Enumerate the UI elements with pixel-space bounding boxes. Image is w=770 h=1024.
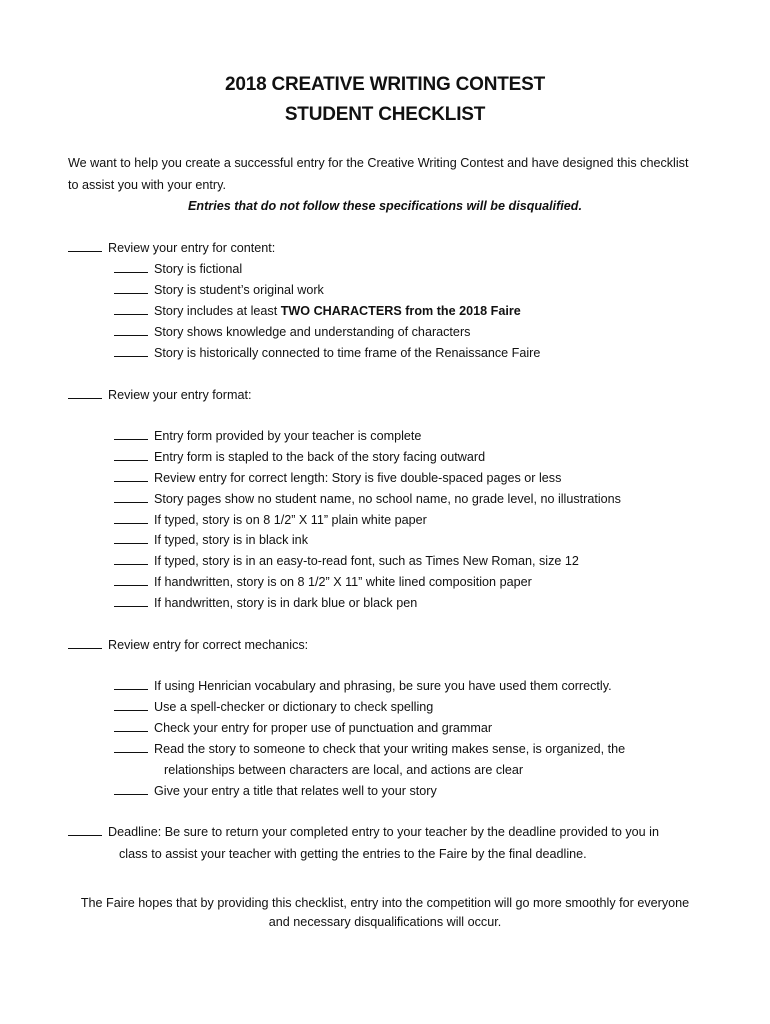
mechanics-section-heading: Review entry for correct mechanics:: [68, 637, 308, 653]
list-item: If handwritten, story is in dark blue or black pen: [114, 595, 417, 611]
checkbox-blank[interactable]: [114, 553, 148, 565]
list-item: If typed, story is on 8 1/2” X 11” plain white paper: [114, 512, 427, 528]
checkbox-blank[interactable]: [68, 824, 102, 836]
checkbox-blank[interactable]: [114, 720, 148, 732]
deadline-continuation: class to assist your teacher with getting the entries to the Faire by the final deadline.: [119, 847, 587, 861]
checkbox-blank[interactable]: [114, 324, 148, 336]
list-item: Story shows knowledge and understanding of characters: [114, 324, 470, 340]
closing-line-1: The Faire hopes that by providing this checklist, entry into the competition will go more smoothly for everyone: [80, 896, 690, 910]
checkbox-blank[interactable]: [114, 345, 148, 357]
list-item: Entry form provided by your teacher is complete: [114, 428, 421, 444]
checkbox-blank[interactable]: [114, 595, 148, 607]
checkbox-blank[interactable]: [114, 532, 148, 544]
list-item: Story is student’s original work: [114, 282, 324, 298]
list-item: Entry form is stapled to the back of the story facing outward: [114, 449, 485, 465]
checkbox-blank[interactable]: [68, 637, 102, 649]
checkbox-blank[interactable]: [114, 512, 148, 524]
page-title: 2018 CREATIVE WRITING CONTEST: [224, 74, 546, 95]
list-item: Story pages show no student name, no school name, no grade level, no illustrations: [114, 491, 621, 507]
list-item: Review entry for correct length: Story is five double-spaced pages or less: [114, 470, 561, 486]
page-subtitle: STUDENT CHECKLIST: [284, 104, 486, 125]
list-item: If typed, story is in an easy-to-read font, such as Times New Roman, size 12: [114, 553, 579, 569]
list-item: If handwritten, story is on 8 1/2” X 11” white lined composition paper: [114, 574, 532, 590]
list-item: If using Henrician vocabulary and phrasing, be sure you have used them correctly.: [114, 678, 612, 694]
checkbox-blank[interactable]: [68, 387, 102, 399]
checkbox-blank[interactable]: [114, 699, 148, 711]
checkbox-blank[interactable]: [114, 303, 148, 315]
list-item: Check your entry for proper use of punctuation and grammar: [114, 720, 492, 736]
checkbox-blank[interactable]: [114, 741, 148, 753]
intro-line-2: to assist you with your entry.: [68, 178, 226, 192]
checkbox-blank[interactable]: [114, 470, 148, 482]
checkbox-blank[interactable]: [114, 491, 148, 503]
deadline-item: Deadline: Be sure to return your completed entry to your teacher by the deadline provided to you in: [68, 824, 659, 840]
checkbox-blank[interactable]: [114, 678, 148, 690]
list-item: Give your entry a title that relates well to your story: [114, 783, 437, 799]
checkbox-blank[interactable]: [114, 783, 148, 795]
list-item-continuation: relationships between characters are local, and actions are clear: [164, 763, 524, 777]
list-item: Story is fictional: [114, 261, 242, 277]
format-section-heading: Review your entry format:: [68, 387, 251, 403]
checkbox-blank[interactable]: [68, 240, 102, 252]
intro-line-1: We want to help you create a successful entry for the Creative Writing Contest and have designed this checklist: [68, 156, 689, 170]
list-item: Story includes at least TWO CHARACTERS from the 2018 Faire: [114, 303, 521, 319]
checkbox-blank[interactable]: [114, 261, 148, 273]
list-item: Use a spell-checker or dictionary to check spelling: [114, 699, 433, 715]
checkbox-blank[interactable]: [114, 574, 148, 586]
checkbox-blank[interactable]: [114, 449, 148, 461]
closing-line-2: and necessary disqualifications will occur.: [268, 915, 502, 929]
list-item: If typed, story is in black ink: [114, 532, 308, 548]
checkbox-blank[interactable]: [114, 428, 148, 440]
checkbox-blank[interactable]: [114, 282, 148, 294]
disqualification-warning: Entries that do not follow these specifications will be disqualified.: [188, 199, 582, 213]
content-section-heading: Review your entry for content:: [68, 240, 275, 256]
list-item: Story is historically connected to time frame of the Renaissance Faire: [114, 345, 540, 361]
list-item: Read the story to someone to check that your writing makes sense, is organized, the: [114, 741, 625, 757]
